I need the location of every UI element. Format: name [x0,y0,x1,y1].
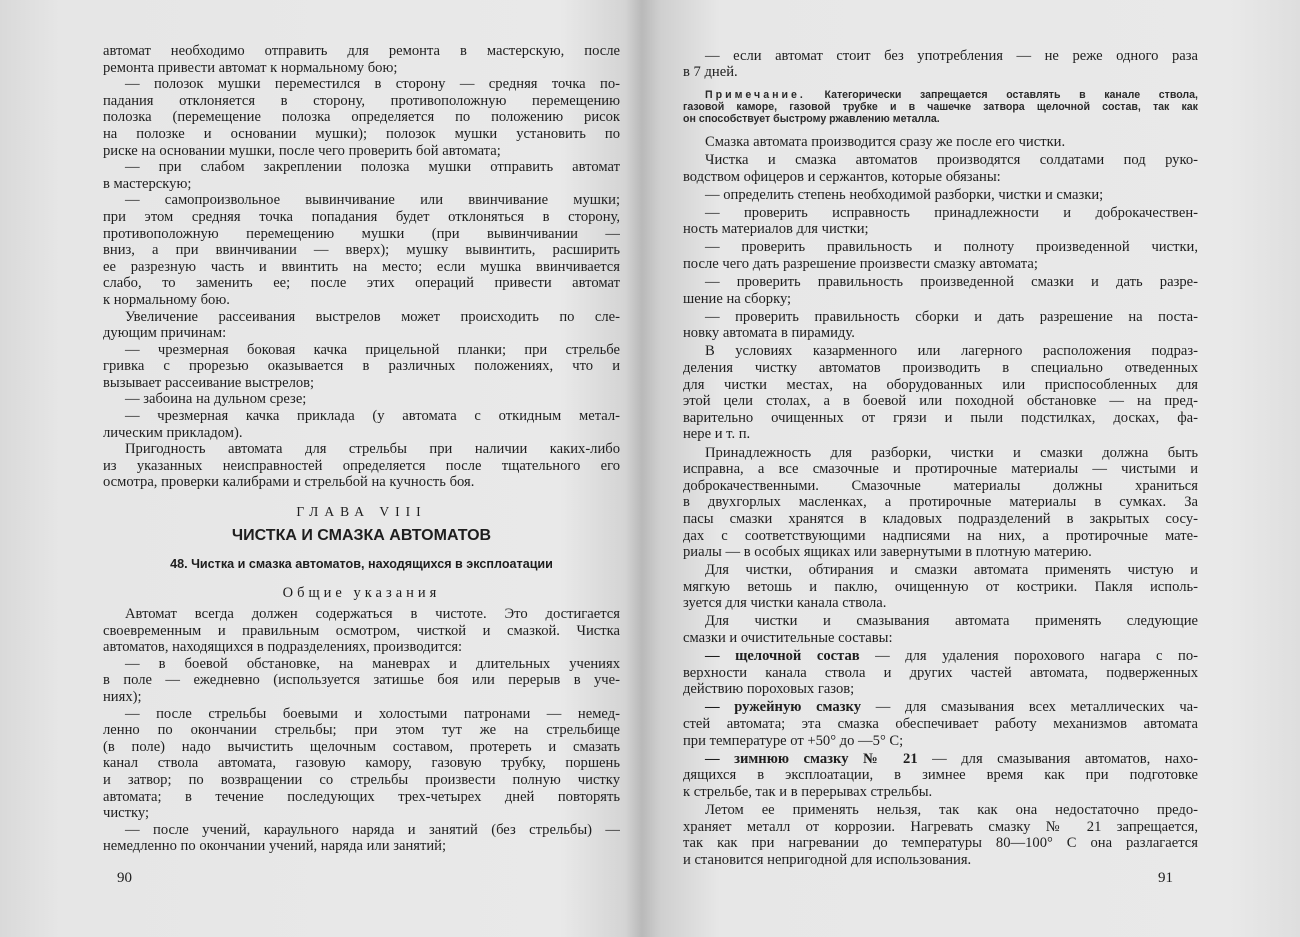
line-text: — при слабом закреплении полозка мушки отправить автомат [125,159,620,176]
line-text: Увеличение рассеивания выстрелов может происходить по сле- [125,308,620,325]
line-text: — чрезмерная качка приклада (у автомата с откидным метал- [125,408,620,425]
text-line [683,478,1198,495]
text-line [103,60,620,77]
text-line [683,733,1198,750]
text-line [683,579,1198,596]
line-text: лическим прикладом). [103,424,243,441]
line-text: он способствует быстрому ржавлению металла. [683,113,940,126]
line-text: нере и т. п. [683,426,751,443]
text-line [103,606,620,623]
text-line [683,377,1198,394]
text-line [683,819,1198,836]
left-page [103,43,620,855]
line-text: автомата; в течение последующих трех-четырех дней повторять [103,788,620,805]
paragraph [683,343,1198,443]
text-line [103,176,620,193]
text-line [103,109,620,126]
text-line [103,755,620,772]
paragraph [683,152,1198,185]
line-text: — проверить исправность принадлежности и доброкачествен- [705,204,1198,221]
line-text: исправна, а все смазочные и протирочные материалы — чистыми и [683,461,1198,478]
line-text: падания отклоняется в сторону, противоположную перемещению [103,92,620,109]
text-line [103,789,620,806]
text-line [683,101,1198,113]
text-line [103,772,620,789]
text-line [103,458,620,475]
line-text: противоположную перемещению мушки (при вывинчивании — [103,225,620,242]
text-line [683,291,1198,308]
text-line [683,309,1198,326]
text-line [683,445,1198,462]
line-text: водством офицеров и сержантов, которые обязаны: [683,168,1001,185]
line-text: в поле — ежедневно (используется затишье боя или перерыв в уче- [103,672,620,689]
line-text: — забоина на дульном срезе; [125,391,307,408]
line-text: этой цели столах, а в боевой или походной обстановке — на пред- [683,393,1198,410]
text-line [683,562,1198,579]
note-label: Примечание. [705,88,806,101]
text-line [683,648,1198,665]
line-text: пасы смазки хранятся в кладовых подразделений в закрытых сосу- [683,510,1198,527]
line-text: газовой каморе, газовой трубке и в чашечке затвора щелочной состав, так как [683,101,1198,114]
line-text: ремонта привести автомат к нормальному бою; [103,59,398,76]
text-line [683,152,1198,169]
paragraph [103,606,620,656]
line-text: из указанных неисправностей определяется после тщательного его [103,457,620,474]
paragraph [103,706,620,822]
line-text: Автомат всегда должен содержаться в чистоте. Это достигается [125,606,620,623]
line-text: своевременным и правильным осмотром, чисткой и смазкой. Чистка [103,622,620,639]
text-line [683,64,1198,81]
text-line [103,722,620,739]
paragraph [103,656,620,706]
line-text: Для чистки и смазывания автомата применять следующие [705,613,1198,630]
bold-term: — щелочной состав [705,648,860,665]
paragraph [683,648,1198,698]
line-text: после чего дать разрешение произвести смазку автомата; [683,256,1038,273]
line-text: ниях); [103,689,142,705]
text-line [683,835,1198,852]
line-text: Летом ее применять нельзя, так как она недостаточно предо- [705,802,1198,819]
page-number-left: 90 [117,870,132,886]
paragraph [103,192,620,308]
text-line [103,43,620,60]
subsection-heading: Общие указания [282,585,441,602]
right-page [683,46,1198,868]
text-line [683,630,1198,647]
text-line [683,544,1198,561]
text-line [683,239,1198,256]
line-text: — для смазывания автоматов, нахо- [917,750,1198,767]
line-text: деления чистку автоматов производить в специально отведенных [683,360,1198,377]
text-line [683,393,1198,410]
paragraph [683,699,1198,749]
paragraph [683,802,1198,868]
text-line [103,93,620,110]
text-line [103,408,620,425]
text-line [683,343,1198,360]
line-text: Пригодность автомата для стрельбы при наличии каких-либо [125,441,620,458]
line-text: в двухгорлых масленках, а протирочные материалы в сумках. За [683,494,1198,511]
line-text: варительно очищенных от грязи и пыли подстилках, досках, фа- [683,409,1198,426]
line-text: Принадлежность для разборки, чистки и смазки должна быть [705,444,1198,461]
line-text: — в боевой обстановке, на маневрах и длительных учениях [125,655,620,672]
paragraph [103,408,620,441]
line-text: при этом средняя точка попадания будет отклоняться в сторону, [103,208,620,225]
page-number-right: 91 [1158,870,1173,886]
line-text: — проверить правильность произведенной смазки и дать разре- [705,274,1198,291]
text-line [103,259,620,276]
text-line [103,656,620,673]
text-line [103,639,620,656]
text-line [103,126,620,143]
line-text: полозка (перемещение полозка определяется по положению рисок [103,109,620,126]
text-line [103,706,620,723]
text-line [103,672,620,689]
text-line [103,309,620,326]
text-line [683,595,1198,612]
text-line [103,425,620,442]
text-line [103,623,620,640]
text-line [683,205,1198,222]
text-line [683,134,1198,151]
line-text: автоматов, находящихся в подразделениях, производится: [103,639,463,656]
line-text: и затвор; по возвращении со стрельбы произвести полную чистку [103,771,620,788]
line-text: стей автомата; эта смазка обеспечивает работу механизмов автомата [683,716,1198,733]
text-line [103,805,620,822]
line-text: — проверить правильность и полноту произведенной чистки, [705,239,1198,256]
text-line [103,226,620,243]
text-line [103,822,620,839]
text-line [103,689,620,706]
line-text: слабо, то заменить ее; после этих операций привести автомат [103,275,620,292]
line-text: чистку; [103,805,150,822]
line-text: действию пороховых газов; [683,681,855,698]
line-text: в 7 дней. [683,64,738,81]
line-text: к стрельбе, так и в перерывах стрельбы. [683,783,933,800]
line-text: храняет металл от коррозии. Нагревать смазку № 21 запрещается, [683,818,1198,835]
text-line [103,209,620,226]
line-text: в мастерскую; [103,175,192,192]
text-line [683,681,1198,698]
line-text: осмотра, проверки калибрами и стрельбой на кучность боя. [103,474,475,491]
line-text: шение на сборку; [683,290,792,307]
text-line [683,699,1198,716]
line-text: мягкую ветошь и паклю, очищенную от кострики. Пакля исполь- [683,578,1198,595]
paragraph [683,274,1198,307]
text-line [683,187,1198,204]
line-text: — после стрельбы боевыми и холостыми патронами — немед- [125,705,620,722]
text-line [103,342,620,359]
chapter-heading: ГЛАВА VIII [296,504,427,520]
text-line [683,256,1198,273]
line-text: — для смазывания всех металлических ча- [861,699,1198,716]
line-text: — проверить правильность сборки и дать разрешение на поста- [705,308,1198,325]
line-text: В условиях казарменного или лагерного расположения подраз- [705,343,1198,360]
line-text: верхности канала ствола и других частей автомата, подверженных [683,664,1198,681]
text-line [103,375,620,392]
line-text: немедленно по окончании учений, наряда или занятий; [103,838,447,855]
line-text: Для чистки, обтирания и смазки автомата применять чистую и [705,562,1198,579]
paragraph [683,187,1198,204]
line-text: смазки и очистительные составы: [683,630,893,647]
text-line [683,852,1198,869]
line-text: — чрезмерная боковая качка прицельной планки; при стрельбе [125,341,620,358]
text-line [103,275,620,292]
text-line [683,528,1198,545]
line-text: гривка с прорезью оказывается в различных положениях, что и [103,358,620,375]
bold-term: — ружейную смазку [705,699,862,716]
line-text: — после учений, караульного наряда и занятий (без стрельбы) — [125,821,620,838]
text-line [683,751,1198,768]
line-text: — самопроизвольное вывинчивание или ввинчивание мушки; [125,192,620,209]
line-text: — полозок мушки переместился в сторону — средняя точка по- [125,76,620,93]
paragraph [103,441,620,491]
text-line [683,767,1198,784]
paragraph [103,159,620,192]
text-line [103,739,620,756]
line-text: ность материалов для чистки; [683,221,869,238]
text-line [103,391,620,408]
paragraph [683,205,1198,238]
line-text: ее разрезную часть и ввинтить на место; если мушка ввинчивается [103,258,620,275]
line-text: — определить степень необходимой разборки, чистки и смазки; [705,186,1104,203]
line-text: — для удаления порохового нагара с по- [859,648,1198,665]
text-line [103,325,620,342]
text-line [683,325,1198,342]
line-text: автомат необходимо отправить для ремонта в мастерскую, после [103,43,620,59]
line-text: Смазка автомата производится сразу же после его чистки. [705,133,1066,150]
chapter-title: ЧИСТКА И СМАЗКА АВТОМАТОВ [231,527,492,545]
text-line [683,511,1198,528]
text-line [103,292,620,309]
line-text: — если автомат стоит без употребления — не реже одного раза [705,47,1198,64]
line-text: риалы — в особых ящиках или завернутыми в плотную материю. [683,544,1092,561]
text-line [683,613,1198,630]
text-line [103,242,620,259]
line-text: канал ствола автомата, газовую камору, газовую трубку, поршень [103,755,620,772]
line-text: ленно по окончании стрельбы; при этом тут же на стрельбище [103,722,620,739]
paragraph [103,822,620,855]
text-line [683,494,1198,511]
text-line [683,426,1198,443]
line-text: доброкачественными. Смазочные материалы должны храниться [683,477,1198,494]
line-text: при температуре от +50° до —5° C; [683,732,904,749]
line-text: на полозке и основании мушки); полозок мушки установить по [103,125,620,142]
note-paragraph [683,89,1198,126]
paragraph [683,613,1198,646]
text-line [103,76,620,93]
text-line [103,838,620,855]
paragraph [683,309,1198,342]
line-text: риске на основании мушки, после чего проверить бой автомата; [103,142,501,159]
paragraph [103,342,620,392]
paragraph [683,562,1198,612]
paragraph [103,43,620,76]
line-text: вниз, а при ввинчивании — вверх); мушку вывинтить, расширить [103,242,620,259]
text-line [683,360,1198,377]
text-line [683,274,1198,291]
paragraph [683,239,1198,272]
line-text: зуется для чистки канала ствола. [683,595,887,612]
line-text: новку автомата в пирамиду. [683,325,855,342]
line-text: дящихся в эксплоатации, в зимнее время как при подготовке [683,767,1198,784]
text-line [103,358,620,375]
text-line [683,802,1198,819]
line-text: и становится непригодной для использования. [683,851,972,868]
paragraph [103,309,620,342]
line-text: Чистка и смазка автоматов производятся солдатами под руко- [705,151,1198,168]
paragraph [103,76,620,159]
line-text: вызывает рассеивание выстрелов; [103,374,315,391]
text-line [683,784,1198,801]
text-line [103,474,620,491]
line-text: к нормальному бою. [103,291,230,308]
line-text: для чистки местах, на оборудованных или приспособленных для [683,376,1198,393]
line-text: Категорически запрещается оставлять в канале ствола, [824,88,1198,101]
line-text: дах с соответствующими надписями на них, а протирочные мате- [683,527,1198,544]
text-line [683,48,1198,65]
paragraph [683,134,1198,151]
text-line [103,143,620,160]
text-line [103,441,620,458]
text-line [103,159,620,176]
text-line [683,169,1198,186]
line-text: дующим причинам: [103,325,227,342]
text-line [683,461,1198,478]
text-line [683,221,1198,238]
paragraph [683,445,1198,561]
line-text: (в поле) надо вычистить щелочным составом, протереть и смазать [103,738,620,755]
bold-term: — зимнюю смазку № 21 [705,750,918,767]
section-heading: 48. Чистка и смазка автоматов, находящихся в эксплоатации [170,557,553,572]
paragraph [103,391,620,408]
text-line [683,89,1198,101]
text-line [103,192,620,209]
text-line [683,716,1198,733]
text-line [683,410,1198,427]
paragraph [683,751,1198,801]
text-line [683,113,1198,125]
text-line [683,665,1198,682]
line-text: так как при нагревании до температуры 80—100° C она разлагается [683,835,1198,852]
paragraph [683,48,1198,81]
